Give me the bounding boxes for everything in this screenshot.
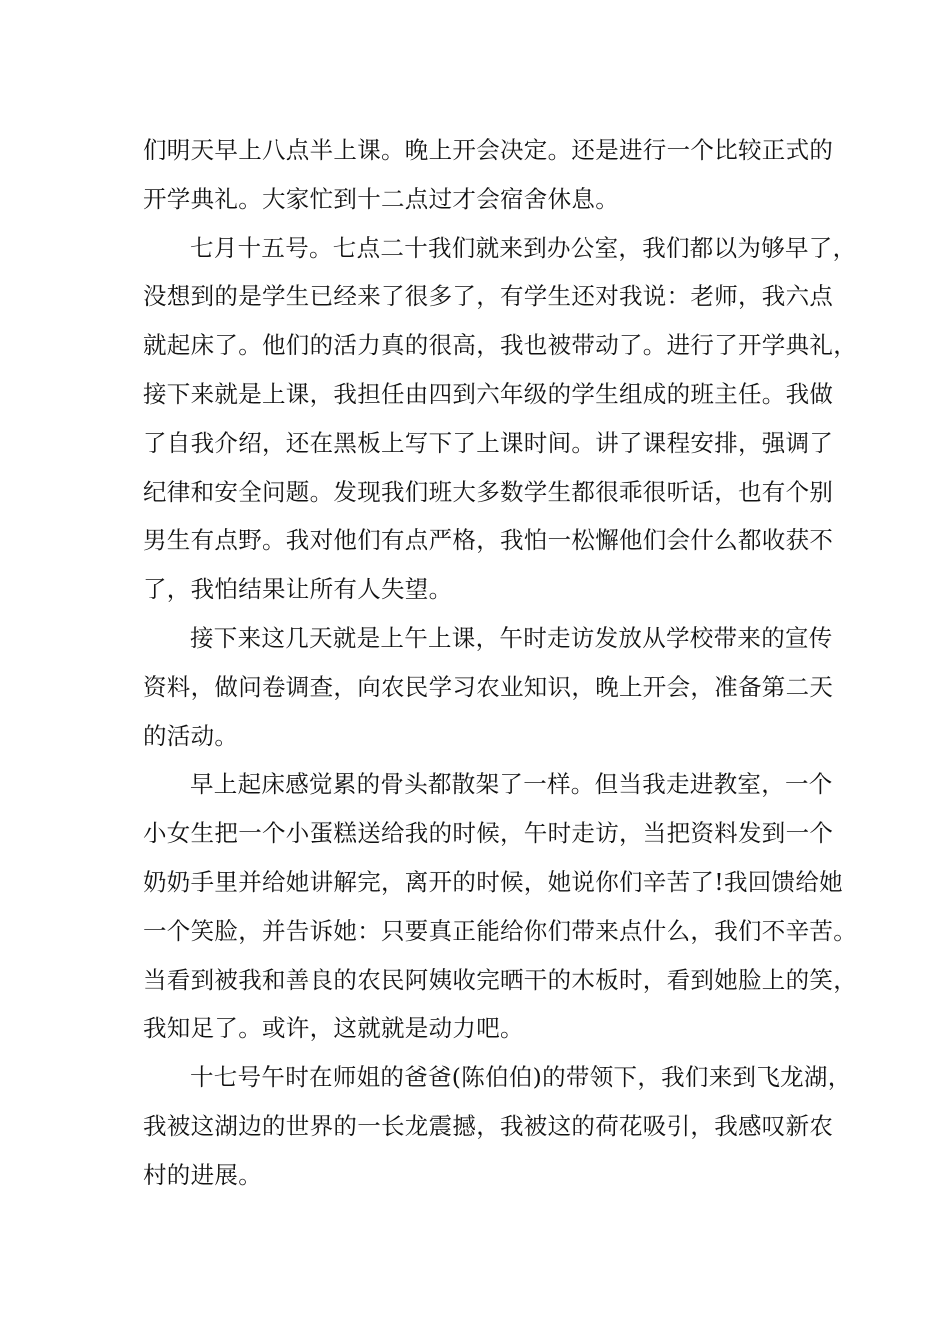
- text-line: 奶奶手里并给她讲解完，离开的时候，她说你们辛苦了!我回馈给她: [143, 867, 843, 896]
- text-line: 村的进展。: [143, 1160, 262, 1189]
- text-line: 的活动。: [143, 721, 239, 750]
- text-line: 们明天早上八点半上课。晚上开会决定。还是进行一个比较正式的: [143, 136, 834, 164]
- text-line: 没想到的是学生已经来了很多了，有学生还对我说：老师，我六点: [143, 282, 834, 311]
- text-line: 接下来就是上课，我担任由四到六年级的学生组成的班主任。我做: [143, 379, 834, 408]
- text-line: 小女生把一个小蛋糕送给我的时候，午时走访，当把资料发到一个: [143, 819, 834, 848]
- text-line: 我被这湖边的世界的一长龙震撼，我被这的荷花吸引，我感叹新农: [143, 1111, 834, 1140]
- text-line: 早上起床感觉累的骨头都散架了一样。但当我走进教室，一个: [190, 770, 833, 799]
- text-line: 当看到被我和善良的农民阿姨收完晒干的木板时，看到她脸上的笑，: [143, 965, 857, 994]
- text-line: 纪律和安全问题。发现我们班大多数学生都很乖很听话，也有个别: [143, 477, 834, 506]
- text-line: 一个笑脸，并告诉她：只要真正能给你们带来点什么，我们不辛苦。: [143, 916, 857, 945]
- text-line: 就起床了。他们的活力真的很高，我也被带动了。进行了开学典礼，: [143, 331, 857, 360]
- text-line: 开学典礼。大家忙到十二点过才会宿舍休息。: [143, 184, 619, 213]
- text-line: 我知足了。或许，这就就是动力吧。: [143, 1014, 524, 1043]
- text-line: 十七号午时在师姐的爸爸(陈伯伯)的带领下，我们来到飞龙湖，: [190, 1063, 852, 1092]
- text-line: 接下来这几天就是上午上课，午时走访发放从学校带来的宣传: [190, 623, 833, 652]
- document-body: [143, 126, 857, 1200]
- text-line: 了自我介绍，还在黑板上写下了上课时间。讲了课程安排，强调了: [143, 428, 834, 457]
- text-line: 了，我怕结果让所有人失望。: [143, 575, 453, 604]
- text-line: 资料，做问卷调查，向农民学习农业知识，晚上开会，准备第二天: [143, 672, 834, 701]
- text-line: 七月十五号。七点二十我们就来到办公室，我们都以为够早了，: [190, 233, 857, 262]
- text-line: 男生有点野。我对他们有点严格，我怕一松懈他们会什么都收获不: [143, 526, 834, 555]
